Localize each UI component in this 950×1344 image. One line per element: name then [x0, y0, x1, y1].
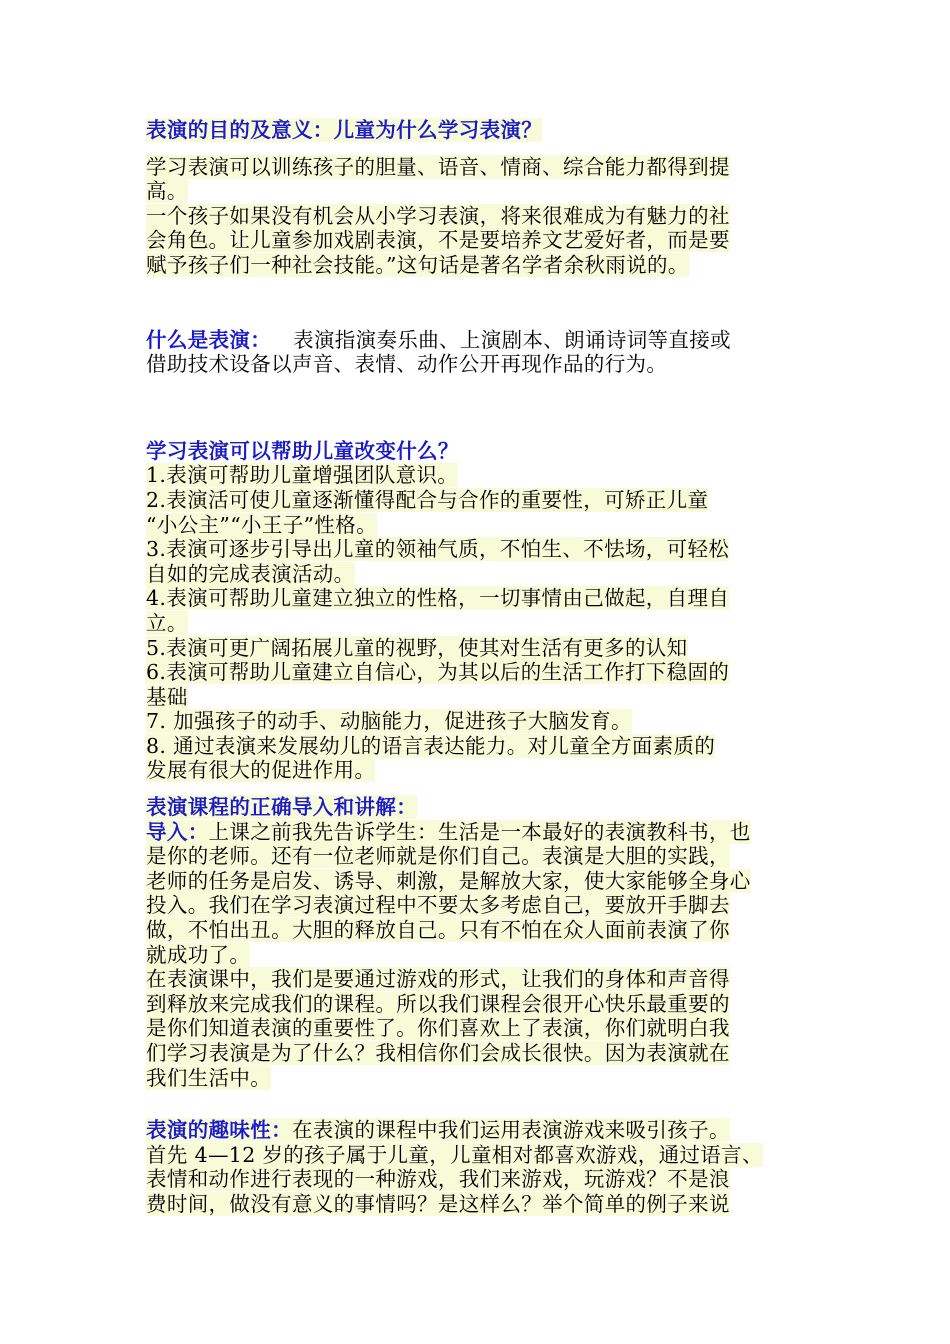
paragraph-line: 高。 [146, 179, 188, 204]
paragraph-line: 是你的老师。还有一位老师就是你们自己。表演是大胆的实践， [146, 844, 730, 869]
paragraph-line: 会角色。让儿童参加戏剧表演，不是要培养文艺爱好者，而是要 [146, 228, 730, 253]
paragraph-line: 表情和动作进行表现的一种游戏，我们来游戏，玩游戏？不是浪 [146, 1167, 730, 1192]
list-item: 5.表演可更广阔拓展儿童的视野，使其对生活有更多的认知 [146, 635, 688, 660]
paragraph-line: 是你们知道表演的重要性了。你们喜欢上了表演，你们就明白我 [146, 1016, 730, 1041]
section-heading-fun: 表演的趣味性： [146, 1118, 292, 1143]
section-heading-definition: 什么是表演： [146, 327, 272, 352]
list-item: 2.表演活可使儿童逐渐懂得配合与合作的重要性，可矫正儿童 [146, 487, 709, 512]
list-item-cont: 立。 [146, 610, 188, 635]
paragraph-line: 在表演课中，我们是要通过游戏的形式，让我们的身体和声音得 [146, 967, 730, 992]
list-item-cont: 自如的完成表演活动。 [146, 561, 355, 586]
paragraph-line: 赋予孩子们一种社会技能。”这句话是著名学者余秋雨说的。 [146, 252, 689, 277]
list-item: 4.表演可帮助儿童建立独立的性格，一切事情由己做起，自理自 [146, 586, 730, 611]
section-heading-course: 表演课程的正确导入和讲解： [146, 795, 418, 820]
list-item-cont: 基础 [146, 684, 188, 709]
definition-line: 什么是表演： 表演指演奏乐曲、上演剧本、朗诵诗词等直接或 [146, 327, 731, 352]
list-item-cont: 发展有很大的促进作用。 [146, 758, 376, 783]
paragraph-line: 们学习表演是为了什么？我相信你们会成长很快。因为表演就在 [146, 1041, 730, 1065]
paragraph-line: 借助技术设备以声音、表情、动作公开再现作品的行为。 [146, 352, 668, 377]
intro-label: 导入： [146, 819, 209, 844]
paragraph-line: 老师的任务是启发、诱导、刺激，是解放大家，使大家能够全身心 [146, 868, 751, 893]
document-page [146, 118, 810, 1217]
paragraph-line: 做，不怕出丑。大胆的释放自己。只有不怕在众人面前表演了你 [146, 918, 730, 943]
paragraph-line: 我们生活中。 [146, 1065, 272, 1090]
paragraph-line: 就成功了。 [146, 942, 251, 967]
paragraph-line: 首先 4—12 岁的孩子属于儿童，儿童相对都喜欢游戏，通过语言、 [146, 1142, 763, 1167]
list-item: 1.表演可帮助儿童增强团队意识。 [146, 463, 459, 488]
fun-line: 表演的趣味性：在表演的课程中我们运用表演游戏来吸引孩子。 [146, 1118, 730, 1143]
paragraph-line: 学习表演可以训练孩子的胆量、语音、情商、综合能力都得到提 [146, 154, 730, 179]
list-item: 6.表演可帮助儿童建立自信心，为其以后的生活工作打下稳固的 [146, 660, 730, 685]
paragraph-line: 一个孩子如果没有机会从小学习表演，将来很难成为有魅力的社 [146, 203, 730, 228]
list-item: 8. 通过表演来发展幼儿的语言表达能力。对儿童全方面素质的 [146, 733, 716, 758]
section-heading-purpose: 表演的目的及意义：儿童为什么学习表演？ [146, 118, 543, 142]
list-item-cont: “小公主”“小王子”性格。 [146, 512, 377, 537]
list-item: 3.表演可逐步引导出儿童的领袖气质，不怕生、不怯场，可轻松 [146, 537, 730, 562]
paragraph-line: 到释放来完成我们的课程。所以我们课程会很开心快乐最重要的 [146, 991, 730, 1016]
list-item: 7. 加强孩子的动手、动脑能力，促进孩子大脑发育。 [146, 709, 632, 734]
section-heading-benefits: 学习表演可以帮助儿童改变什么？ [146, 438, 459, 463]
paragraph-line: 投入。我们在学习表演过程中不要太多考虑自己，要放开手脚去 [146, 893, 730, 918]
paragraph-line: 费时间，做没有意义的事情吗？是这样么？举个简单的例子来说 [146, 1191, 730, 1216]
intro-line: 导入：上课之前我先告诉学生：生活是一本最好的表演教科书，也 [146, 819, 751, 844]
